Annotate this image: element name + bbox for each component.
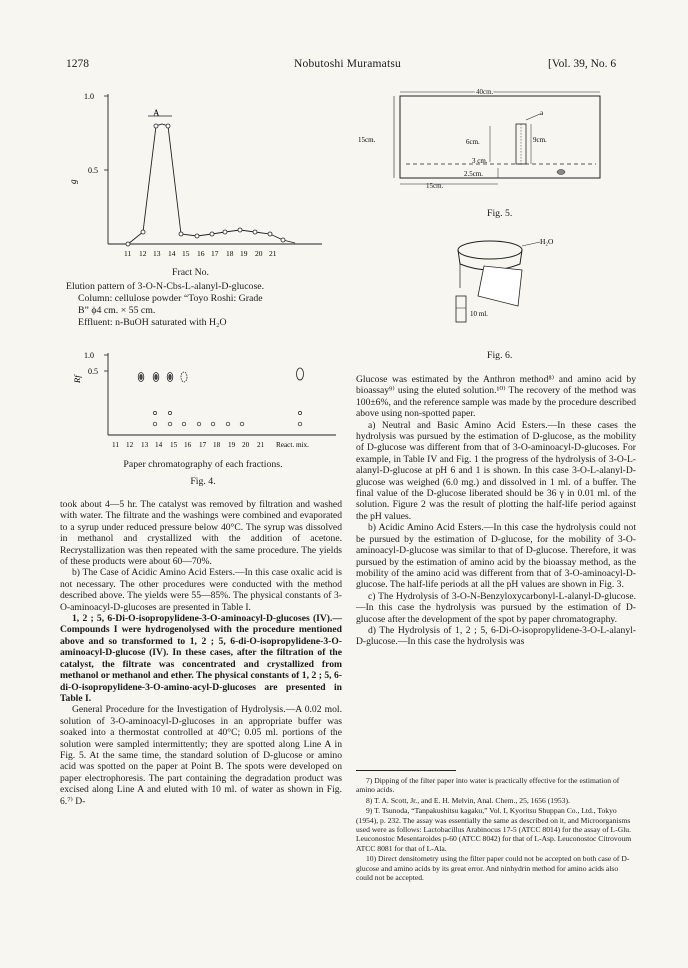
svg-text:19: 19 bbox=[228, 441, 236, 449]
test-tube bbox=[456, 296, 466, 322]
svg-text:19: 19 bbox=[240, 249, 248, 258]
elution-caption-line-1: Elution pattern of 3-O-N-Cbs-L-alanyl-D-glucose. bbox=[66, 281, 265, 292]
dim-15cm-horizontal: 15cm. bbox=[426, 182, 444, 190]
svg-text:18: 18 bbox=[226, 249, 234, 258]
footnote: 8) T. A. Scott, Jr., and E. H. Melvin, Anal. Chem., 25, 1656 (1953). bbox=[366, 795, 570, 805]
paper-y-symbol: Rf bbox=[72, 375, 82, 383]
elution-points bbox=[126, 124, 285, 246]
elution-pattern-chart bbox=[60, 86, 340, 272]
fig6-label: Fig. 6. bbox=[487, 350, 513, 361]
footnote-rule bbox=[356, 770, 456, 771]
paragraph: b) The Case of Acidic Amino Acid Esters.—In this case oxalic acid is not necessary. The other procedures were conducted with the method described above. The yields were 55—85%. The physical constants of 3-O-aminoacyl-D-glucoses are presented in Table I. bbox=[60, 567, 342, 613]
svg-text:13: 13 bbox=[153, 249, 161, 258]
running-author: Nobutoshi Muramatsu bbox=[294, 58, 401, 70]
fig6-elution-diagram bbox=[440, 226, 580, 338]
right-column-text bbox=[356, 374, 636, 648]
elution-caption-line-3: B” ϕ4 cm. × 55 cm. bbox=[78, 305, 156, 316]
paragraph: Glucose was estimated by the Anthron method⁸⁾ and amino acid by bioassay⁹⁾ using the eluted solution.¹⁰⁾ The recovery of the method was 100±6%, and the reference sample was made by the procedure described above using non-spotted paper. bbox=[356, 374, 636, 420]
svg-text:20: 20 bbox=[255, 249, 263, 258]
elution-caption-line-4: Effluent: n-BuOH saturated with H₂O bbox=[78, 317, 227, 328]
elution-caption bbox=[66, 281, 340, 329]
svg-text:21: 21 bbox=[269, 249, 277, 258]
dim-6cm: 6cm. bbox=[466, 138, 480, 146]
paper-sheet bbox=[400, 96, 600, 178]
svg-text:React. mix.: React. mix. bbox=[276, 441, 309, 449]
lower-spots bbox=[153, 411, 302, 425]
svg-text:21: 21 bbox=[257, 441, 265, 449]
paragraph: d) The Hydrolysis of 1, 2 ; 5, 6-Di-O-isopropylidene-3-O-L-alanyl-D-glucose.—In this case the hydrolysis was bbox=[356, 624, 636, 648]
paper-ytick-1: 1.0 bbox=[84, 351, 94, 360]
svg-text:12: 12 bbox=[126, 441, 134, 449]
dim-9cm: 9cm. bbox=[533, 136, 547, 144]
svg-text:17: 17 bbox=[199, 441, 207, 449]
svg-text:13: 13 bbox=[141, 441, 149, 449]
paper-x-ticks bbox=[112, 441, 309, 449]
footnote: 10) Direct densitometry using the filter paper could not be accepted on both case of D-glucose and amino acids by its great error. And ninhydrin method for amino acids also could not be accepted. bbox=[356, 854, 630, 883]
dim-2-5cm: 2.5cm. bbox=[464, 170, 484, 178]
paragraph: a) Neutral and Basic Amino Acid Esters.—In these cases the hydrolysis was pursued by the estimation of D-glucose, as the mobility of D-glucose was different from that of 3-O-aminoacyl-D-glucoses. For example, in Table IV and Fig. 1 the progress of the hydrolysis of 3-O-L-alanyl-D-glucose at pH 6 and 1 is shown. In this case 3-O-L-alanyl-D-glucose was weighed (6.0 mg.) and dissolved in 1 ml. of a buffer. The final value of the D-glucose liberated should be 36 γ in 0.01 ml. of the solution. Figure 2 was the result of plotting the half-life period against the pH values. bbox=[356, 419, 636, 522]
elution-curve bbox=[116, 124, 295, 244]
svg-text:16: 16 bbox=[197, 249, 205, 258]
svg-text:18: 18 bbox=[213, 441, 221, 449]
svg-text:14: 14 bbox=[168, 249, 176, 258]
dim-40cm: 40cm. bbox=[476, 88, 494, 96]
svg-text:20: 20 bbox=[242, 441, 250, 449]
elution-ytick-05: 0.5 bbox=[88, 166, 98, 175]
fig5-label: Fig. 5. bbox=[487, 208, 513, 219]
paper-strip-hanging bbox=[478, 266, 522, 306]
paragraph: c) The Hydrolysis of 3-O-N-Benzyloxycarbonyl-L-alanyl-D-glucose.—In this case the hydrolysis was pursued by the estimation of D-glucose after the development of the spot by paper chromatography. bbox=[356, 590, 636, 625]
elution-caption-line-2: Column: cellulose powder “Toyo Roshi: Grade bbox=[78, 293, 263, 304]
svg-text:15: 15 bbox=[170, 441, 178, 449]
svg-text:17: 17 bbox=[211, 249, 219, 258]
paper-chrom-caption: Paper chromatography of each fractions. bbox=[123, 459, 283, 470]
ml-label: 10 ml. bbox=[470, 310, 488, 318]
paragraph: 1, 2 ; 5, 6-Di-O-isopropylidene-3-O-aminoacyl-D-glucoses (IV).—Compounds I were hydrogenolysed with the procedure mentioned above and so transformed to 1, 2 ; 5, 6-di-O-isopropylidene-3-O-aminoacyl-D-glucose (IV). In these cases, after the filtration of the catalyst, the filtrate was concentrated and crystallized from methanol or methanol and ether. The physical constants of 1, 2 ; 5, 6-di-O-isopropylidene-3-O-amino-acyl-D-glucoses are presented in Table I. bbox=[60, 613, 342, 704]
elution-xlabel: Fract No. bbox=[172, 267, 210, 278]
label-a: a bbox=[540, 109, 544, 117]
svg-text:11: 11 bbox=[112, 441, 119, 449]
paper-ytick-05: 0.5 bbox=[88, 367, 98, 376]
upper-spots bbox=[138, 368, 303, 382]
dim-3cm: 3 cm. bbox=[472, 157, 488, 165]
paragraph: took about 4—5 hr. The catalyst was removed by filtration and washed with water. The filtrate and the washings were combined and evaporated to a syrup under reduced pressure below 40°C. The syrup was dissolved in methanol and crystallized with the addition of acetone. Recrystallization was then repeated with the same procedure. The yields of these products were about 60—70%. bbox=[60, 499, 342, 568]
page-number: 1278 bbox=[66, 58, 89, 70]
left-column-text bbox=[60, 499, 342, 807]
peak-label-a: A bbox=[153, 108, 160, 118]
paper-chromatography-chart bbox=[60, 345, 350, 453]
fig5-apparatus-diagram bbox=[356, 84, 632, 210]
elution-ytick-1: 1.0 bbox=[84, 92, 94, 101]
svg-text:16: 16 bbox=[184, 441, 192, 449]
elution-y-symbol: g bbox=[68, 179, 78, 184]
dim-15cm-vertical: 15cm. bbox=[358, 136, 376, 144]
point-b bbox=[557, 170, 565, 175]
volume-label: [Vol. 39, No. 6 bbox=[548, 58, 617, 70]
svg-text:14: 14 bbox=[155, 441, 163, 449]
fig4-label: Fig. 4. bbox=[190, 476, 216, 487]
h2o-label: H₂O bbox=[540, 237, 554, 246]
trough bbox=[458, 241, 522, 259]
svg-text:11: 11 bbox=[124, 249, 132, 258]
paragraph: b) Acidic Amino Acid Esters.—In this case the hydrolysis could not be pursued by the estimation of D-glucose, for the mobility of 3-O-aminoacyl-D-glucose was similar to that of D-glucose. Therefore, it was pursued by the estimation of amino acid by the bioassay method, as the mobility of the amino acid was different from that of 3-O-aminoacyl-D-glucose. The half-life periods at all the pH values are shown in Fig. 3. bbox=[356, 522, 636, 591]
footnote: 7) Dipping of the filter paper into water is practically effective for the estimation of amino acids. bbox=[356, 776, 620, 795]
footnote: 9) T. Tsunoda, “Tanpakushitsu kagaku,” Vol. I, Kyoritsu Shuppan Co., Ltd., Tokyo (1954), p. 232. The assay was essentially the same as described on it, and Microorganisms used were as follows: Lactobacillus Arabinocus 17-5 (ATCC 8014) for the assay of L-Glu. Leuconostoc Mesentaroides p-60 (ATCC 8042) for that of L-Asp. Leuconostoc Citrovoum ATCC 8081 for that of L-Ala. bbox=[356, 806, 632, 853]
footnotes bbox=[356, 776, 636, 883]
elution-x-ticks bbox=[124, 249, 277, 258]
paragraph: General Procedure for the Investigation of Hydrolysis.—A 0.02 mol. solution of 3-O-aminoacyl-D-glucoses in an appropriate buffer was soaked into a thermostat controlled at 40°C; 0.05 ml. portions of the solution were sampled intermittently; they are spotted along Line A in Fig. 5. At the same time, the standard solution of D-glucose or amino acid was spotted on the paper at Point B. The spots were developed on paper electrophoresis. The part containing the degradation product was excised along Line A and eluted with 10 ml. of water as shown in Fig. 6.⁷⁾ D- bbox=[60, 704, 342, 807]
svg-text:15: 15 bbox=[182, 249, 190, 258]
svg-text:12: 12 bbox=[139, 249, 147, 258]
